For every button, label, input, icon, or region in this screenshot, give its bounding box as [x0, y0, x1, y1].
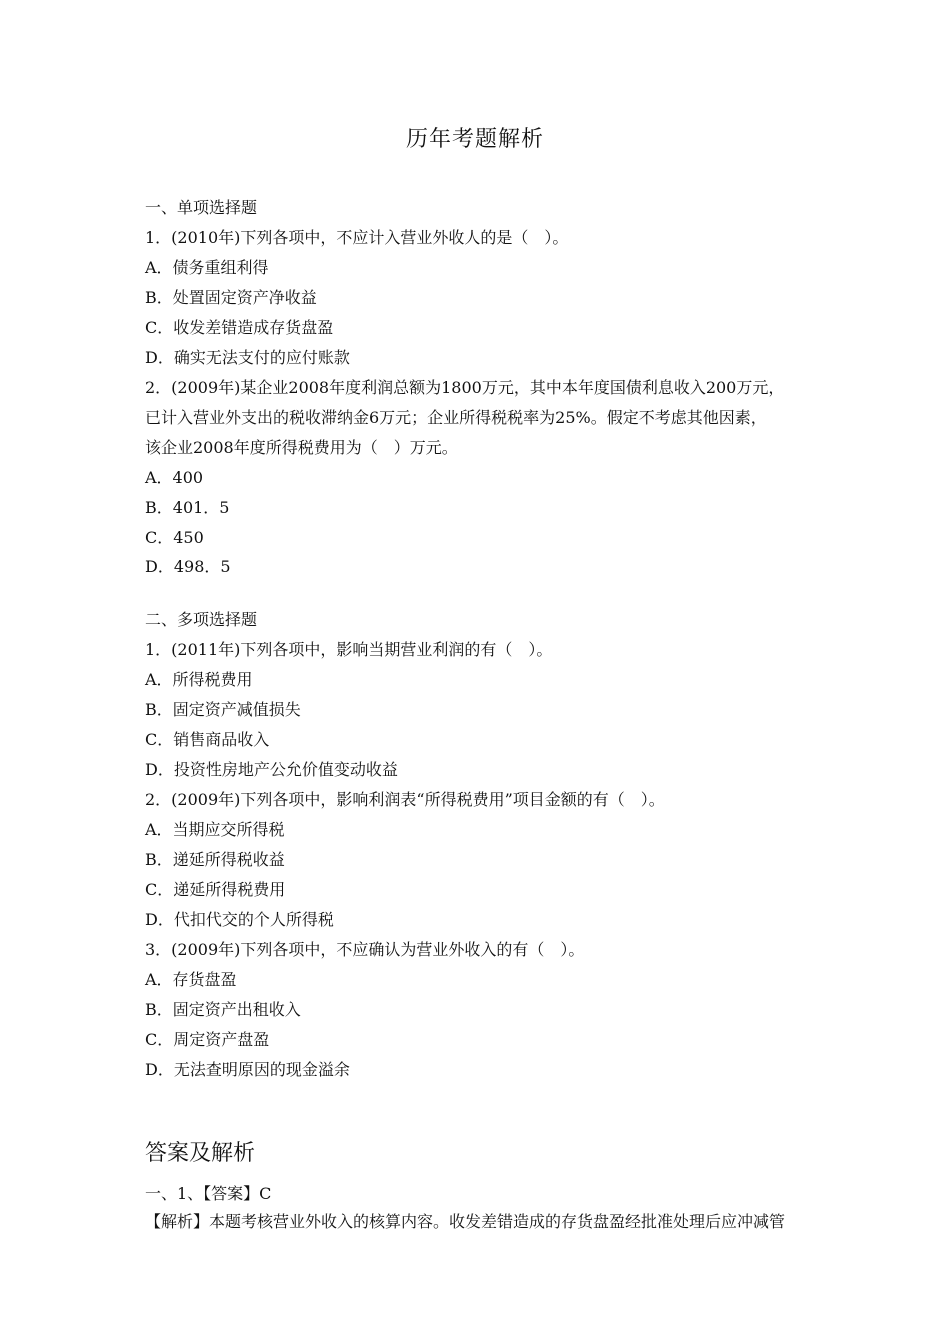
option-b: B．固定资产减值损失 — [145, 700, 301, 719]
option-b: B．固定资产出租收入 — [145, 1000, 301, 1019]
option-d: D．投资性房地产公允价值变动收益 — [145, 760, 398, 779]
option-d: D．代扣代交的个人所得税 — [145, 910, 334, 929]
option-c: C．销售商品收入 — [145, 730, 270, 749]
question-stem-continued: 已计入营业外支出的税收滞纳金6万元；企业所得税税率为25%。假定不考虑其他因素， — [145, 408, 767, 427]
option-c: C．450 — [145, 528, 204, 547]
page-title: 历年考题解析 — [405, 127, 544, 152]
question-stem: 1．(2010年)下列各项中，不应计入营业外收人的是（ ）。 — [145, 228, 569, 247]
option-d: D．498．5 — [145, 557, 231, 576]
answer-line: 一、1、【答案】C — [145, 1184, 272, 1203]
option-d: D．确实无法支付的应付账款 — [145, 348, 350, 367]
question-stem: 1．(2011年)下列各项中，影响当期营业利润的有（ ）。 — [145, 640, 553, 659]
option-c: C．收发差错造成存货盘盈 — [145, 318, 334, 337]
answers-heading: 答案及解析 — [145, 1141, 256, 1166]
option-a: A．当期应交所得税 — [145, 820, 285, 839]
option-c: C．递延所得税费用 — [145, 880, 286, 899]
question-stem: 2．(2009年)下列各项中，影响利润表“所得税费用”项目金额的有（ ）。 — [145, 790, 665, 809]
option-b: B．递延所得税收益 — [145, 850, 285, 869]
option-a: A．存货盘盈 — [145, 970, 237, 989]
question-stem-continued: 该企业2008年度所得税费用为（ ）万元。 — [145, 438, 458, 457]
question-stem: 3．(2009年)下列各项中，不应确认为营业外收入的有（ ）。 — [145, 940, 585, 959]
option-a: A．债务重组利得 — [145, 258, 269, 277]
section-heading-single-choice: 一、单项选择题 — [145, 198, 258, 217]
option-c: C．周定资产盘盈 — [145, 1030, 270, 1049]
option-a: A．所得税费用 — [145, 670, 253, 689]
option-d: D．无法查明原因的现金溢余 — [145, 1060, 350, 1079]
question-stem: 2．(2009年)某企业2008年度利润总额为1800万元，其中本年度国债利息收入200万元， — [145, 378, 785, 397]
analysis-line: 【解析】本题考核营业外收入的核算内容。收发差错造成的存货盘盈经批准处理后应冲减管 — [145, 1212, 786, 1231]
option-a: A．400 — [145, 468, 204, 487]
option-b: B．处置固定资产净收益 — [145, 288, 317, 307]
section-heading-multiple-choice: 二、多项选择题 — [145, 610, 258, 629]
option-b: B．401．5 — [145, 498, 230, 517]
